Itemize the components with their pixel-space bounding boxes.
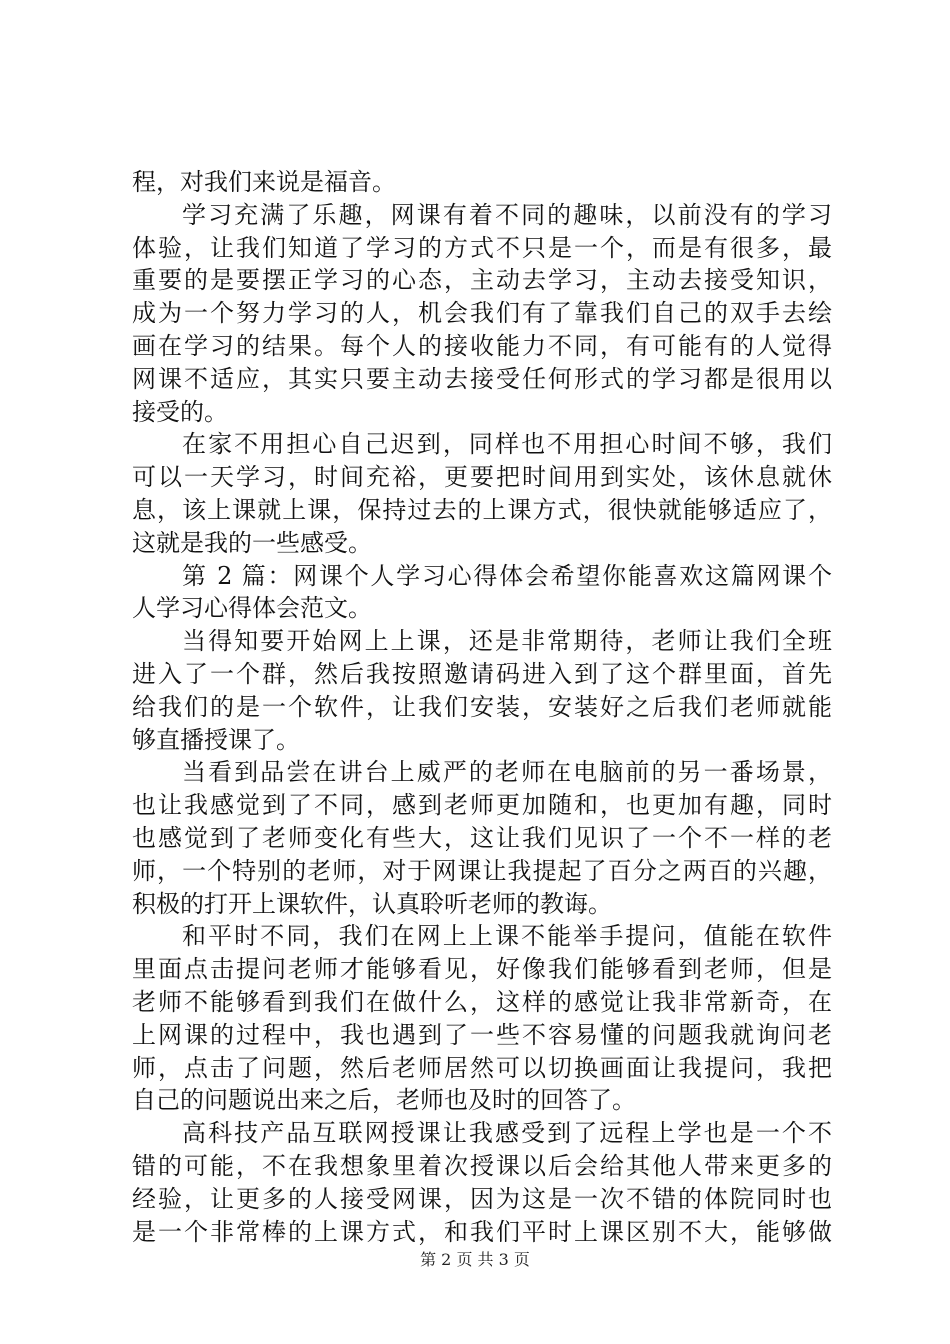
text-line: 上网课的过程中，我也遇到了一些不容易懂的问题我就询问老 [132,1020,832,1049]
text-line: 人学习心得体会范文。 [132,594,372,623]
text-line: 师，点击了问题，然后老师居然可以切换画面让我提问，我把 [132,1053,832,1082]
text-line: 息，该上课就上课，保持过去的上课方式，很快就能够适应了， [132,495,832,524]
text-line: 当看到品尝在讲台上威严的老师在电脑前的另一番场景， [182,758,832,787]
text-line: 学习充满了乐趣，网课有着不同的趣味，以前没有的学习 [182,200,832,229]
text-line: 也感觉到了老师变化有些大，这让我们见识了一个不一样的老 [132,823,832,852]
text-line: 进入了一个群，然后我按照邀请码进入到了这个群里面，首先 [132,659,832,688]
text-line: 程，对我们来说是福音。 [132,168,396,196]
text-line: 够直播授课了。 [132,725,300,754]
document-body [132,166,832,1248]
text-line: 师，一个特别的老师，对于网课让我提起了百分之两百的兴趣， [132,856,832,885]
text-line: 积极的打开上课软件，认真聆听老师的教诲。 [132,889,612,918]
text-line: 成为一个努力学习的人，机会我们有了靠我们自己的双手去绘 [132,299,832,328]
text-line: 接受的。 [132,397,228,426]
text-line: 老师不能够看到我们在做什么，这样的感觉让我非常新奇，在 [132,987,832,1016]
page-footer: 第 2 页 共 3 页 [420,1250,530,1269]
text-line: 重要的是要摆正学习的心态，主动去学习，主动去接受知识， [132,266,832,295]
text-line: 经验，让更多的人接受网课，因为这是一次不错的体院同时也 [132,1184,832,1213]
text-line: 在家不用担心自己迟到，同样也不用担心时间不够，我们 [182,430,832,459]
text-line: 错的可能，不在我想象里着次授课以后会给其他人带来更多的 [132,1151,832,1180]
text-line: 这就是我的一些感受。 [132,528,372,557]
text-line: 网课不适应，其实只要主动去接受任何形式的学习都是很用以 [132,364,832,393]
text-line: 里面点击提问老师才能够看见，好像我们能够看到老师，但是 [132,955,832,984]
text-line: 也让我感觉到了不同，感到老师更加随和，也更加有趣，同时 [132,791,832,820]
text-line: 和平时不同，我们在网上上课不能举手提问，值能在软件 [182,922,832,951]
text-line: 体验，让我们知道了学习的方式不只是一个，而是有很多，最 [132,233,832,262]
text-line: 当得知要开始网上上课，还是非常期待，老师让我们全班 [182,627,832,656]
text-line: 画在学习的结果。每个人的接收能力不同，有可能有的人觉得 [132,331,832,360]
text-line: 自己的问题说出来之后，老师也及时的回答了。 [132,1086,636,1115]
text-line: 可以一天学习，时间充裕，更要把时间用到实处，该休息就休 [132,463,832,492]
text-line: 是一个非常棒的上课方式，和我们平时上课区别不大，能够做 [132,1217,832,1246]
text-line: 给我们的是一个软件，让我们安装，安装好之后我们老师就能 [132,692,832,721]
text-line: 第 2 篇：网课个人学习心得体会希望你能喜欢这篇网课个 [182,561,832,590]
text-line: 高科技产品互联网授课让我感受到了远程上学也是一个不 [182,1119,832,1148]
